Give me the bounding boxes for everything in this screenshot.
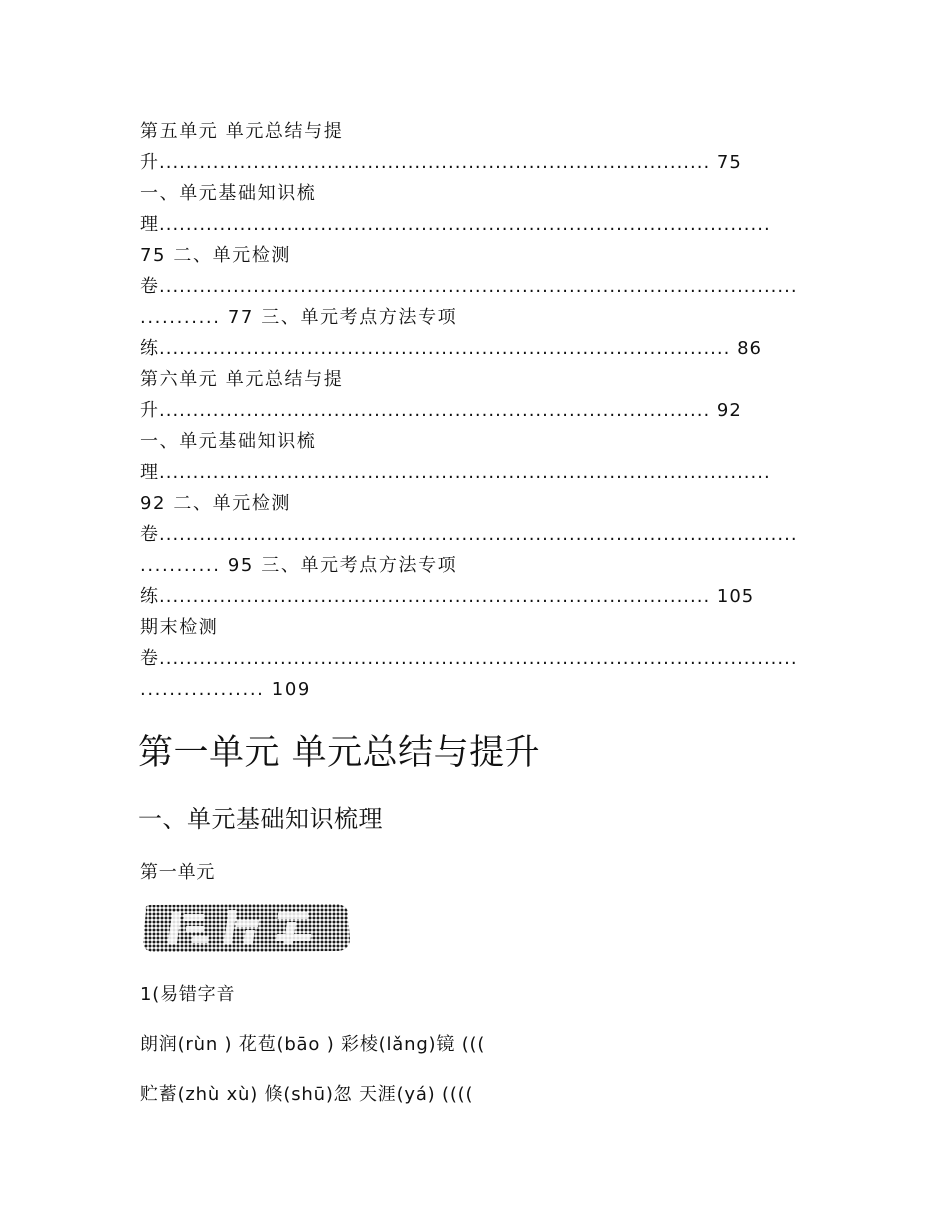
toc-line: ........... 95 三、单元考点方法专项 bbox=[140, 555, 458, 576]
toc-line: 一、单元基础知识梳 bbox=[140, 431, 317, 452]
toc-line: 理........................................................................................... bbox=[140, 462, 771, 483]
section-item: 1(易错字音 bbox=[140, 984, 236, 1005]
table-of-contents bbox=[140, 116, 810, 705]
section-heading: 一、单元基础知识梳理 bbox=[138, 805, 383, 833]
toc-line: 升.................................................................................. 92 bbox=[140, 400, 742, 421]
page-title: 第一单元 单元总结与提升 bbox=[138, 733, 541, 773]
toc-line: 第五单元 单元总结与提 bbox=[140, 121, 344, 142]
toc-line: 理........................................................................................... bbox=[140, 214, 771, 235]
toc-line: 第六单元 单元总结与提 bbox=[140, 369, 344, 390]
toc-line: 卷............................................................................................... bbox=[140, 524, 798, 545]
toc-line: 练.................................................................................. 105 bbox=[140, 586, 755, 607]
toc-line: 75 二、单元检测 bbox=[140, 245, 292, 266]
toc-line: 卷............................................................................................... bbox=[140, 276, 798, 297]
pinyin-line: 贮蓄(zhù xù) 倏(shū)忽 天涯(yá) (((( bbox=[140, 1084, 474, 1105]
pinyin-line: 朗润(rùn ) 花苞(bāo ) 彩棱(lǎng)镜 ((( bbox=[140, 1034, 486, 1055]
toc-line: 期末检测 bbox=[140, 617, 219, 638]
toc-line: 升.................................................................................. 75 bbox=[140, 152, 742, 173]
toc-line: 一、单元基础知识梳 bbox=[140, 183, 317, 204]
toc-line: 练..................................................................................... 86 bbox=[140, 338, 762, 359]
halftone-stamp-image bbox=[140, 900, 352, 956]
toc-line: 卷............................................................................................... bbox=[140, 648, 798, 669]
toc-line: ................. 109 bbox=[140, 679, 311, 700]
toc-line: 92 二、单元检测 bbox=[140, 493, 292, 514]
toc-line: ........... 77 三、单元考点方法专项 bbox=[140, 307, 458, 328]
unit-label: 第一单元 bbox=[140, 862, 216, 883]
